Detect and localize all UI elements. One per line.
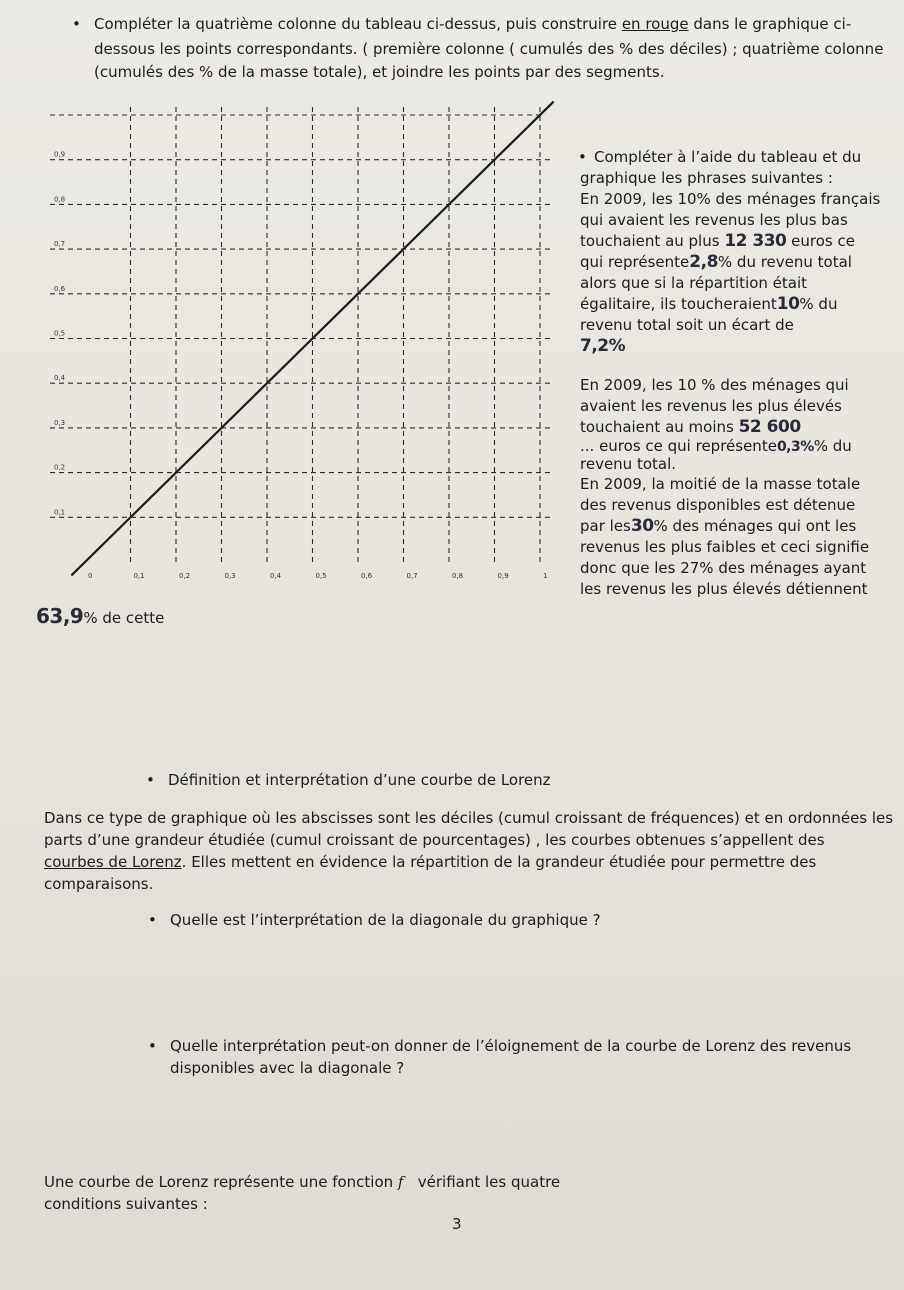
question-2-line-2: disponibles avec la diagonale ?: [170, 1059, 405, 1077]
y-tick-label: 0,7: [54, 240, 66, 249]
x-tick-label: 0,6: [361, 572, 373, 580]
answer-lowest-share[interactable]: 2,8: [689, 252, 718, 272]
p3-line-2: des revenus disponibles est détenue: [580, 496, 856, 514]
y-axis-labels: [54, 151, 66, 517]
lorenz-chart: [40, 100, 580, 600]
p1-line-7: revenu total soit un écart de: [580, 316, 794, 334]
question-1: • Quelle est l’interprétation de la diagonale du graphique ?: [148, 911, 601, 929]
instruction-line-3: (cumulés des % de la masse totale), et joindre les points par des segments.: [94, 63, 665, 81]
answer-highest-income[interactable]: 52 600: [738, 417, 801, 437]
p1-line-5: alors que si la répartition était: [580, 274, 808, 292]
right-heading-2: graphique les phrases suivantes :: [580, 169, 833, 187]
p1-line-6: égalitaire, ils toucheraient10% du: [580, 294, 838, 314]
instruction-line-2: dessous les points correspondants. ( première colonne ( cumulés des % des déciles) ; quatrième colonne: [94, 40, 884, 58]
red-emphasis: en rouge: [621, 15, 689, 33]
y-tick-label: 0,1: [54, 508, 66, 517]
y-tick-label: 0,3: [54, 418, 66, 427]
right-heading: • Compléter à l’aide du tableau et du: [578, 148, 862, 166]
after-chart-line: 63,9% de cette: [36, 604, 165, 628]
p3-line-1: En 2009, la moitié de la masse totale: [580, 475, 861, 493]
definition-title: • Définition et interprétation d’une courbe de Lorenz: [146, 771, 551, 789]
y-tick-label: 0,2: [54, 463, 66, 472]
definition-line-4: comparaisons.: [44, 875, 154, 893]
x-tick-label: 0,8: [452, 572, 464, 580]
y-tick-label: 0,5: [54, 329, 66, 338]
lorenz-term: courbes de Lorenz: [44, 853, 182, 871]
y-tick-label: 0,4: [54, 374, 66, 383]
chart-grid: [50, 107, 550, 562]
x-tick-label: 0,7: [406, 572, 418, 580]
x-tick-label: 0,4: [270, 572, 282, 580]
definition-line-3: courbes de Lorenz. Elles mettent en évidence la répartition de la grandeur étudiée pour permettre des: [44, 853, 817, 871]
p3-line-6: les revenus les plus élevés détiennent: [580, 580, 868, 598]
footer-line-2: conditions suivantes :: [44, 1195, 208, 1213]
p2-line-3: touchaient au moins 52 600: [580, 417, 801, 437]
p2-line-5: revenu total.: [580, 455, 677, 473]
p1-line-2: qui avaient les revenus les plus bas: [580, 211, 848, 229]
question-2-line-1: • Quelle interprétation peut-on donner de l’éloignement de la courbe de Lorenz des revenus: [148, 1037, 852, 1055]
x-tick-label: 0: [88, 572, 93, 580]
x-tick-label: 0,2: [179, 572, 191, 580]
footer-line-1: Une courbe de Lorenz représente une fonction f vérifiant les quatre: [44, 1173, 561, 1191]
p2-line-4: ... euros ce qui représente0,3%% du: [580, 437, 852, 455]
definition-line-1: Dans ce type de graphique où les abscisses sont les déciles (cumul croissant de fréquences) et en ordonnées les: [44, 809, 894, 827]
answer-highest-share[interactable]: 0,3%: [776, 439, 814, 455]
x-tick-label: 0,1: [133, 572, 145, 580]
definition-line-2: parts d’une grandeur étudiée (cumul croissant de pourcentages) , les courbes obtenues s’appellent des: [44, 831, 825, 849]
p1-line-1: En 2009, les 10% des ménages français: [580, 190, 881, 208]
x-tick-label: 0,3: [224, 572, 236, 580]
p3-line-3: par les30% des ménages qui ont les: [580, 516, 857, 536]
answer-half-mass[interactable]: 30: [630, 516, 654, 536]
answer-equal-share[interactable]: 10: [776, 294, 800, 314]
page-number: 3: [452, 1215, 462, 1233]
p3-line-5: donc que les 27% des ménages ayant: [580, 559, 867, 577]
x-tick-label: 0,5: [315, 572, 327, 580]
answer-gap[interactable]: 7,2%: [580, 336, 626, 356]
p2-line-2: avaient les revenus les plus élevés: [580, 397, 842, 415]
x-tick-label: 1: [543, 572, 548, 580]
x-axis-labels: [88, 572, 547, 580]
x-tick-label: 0,9: [497, 572, 509, 580]
instruction-line-1: • Compléter la quatrième colonne du tableau ci-dessus, puis construire en rouge dans le graphique ci-: [94, 14, 894, 35]
p1-line-3: touchaient au plus 12 330 euros ce: [580, 231, 855, 251]
y-tick-label: 0,8: [54, 195, 66, 204]
p2-line-1: En 2009, les 10 % des ménages qui: [580, 376, 849, 394]
p3-line-4: revenus les plus faibles et ceci signifie: [580, 538, 870, 556]
y-tick-label: 0,6: [54, 284, 66, 293]
answer-lowest-income[interactable]: 12 330: [724, 231, 787, 251]
y-tick-label: 0,9: [54, 150, 66, 159]
answer-top-share[interactable]: 63,9: [36, 604, 84, 628]
p1-line-4: qui représente2,8% du revenu total: [580, 252, 852, 272]
